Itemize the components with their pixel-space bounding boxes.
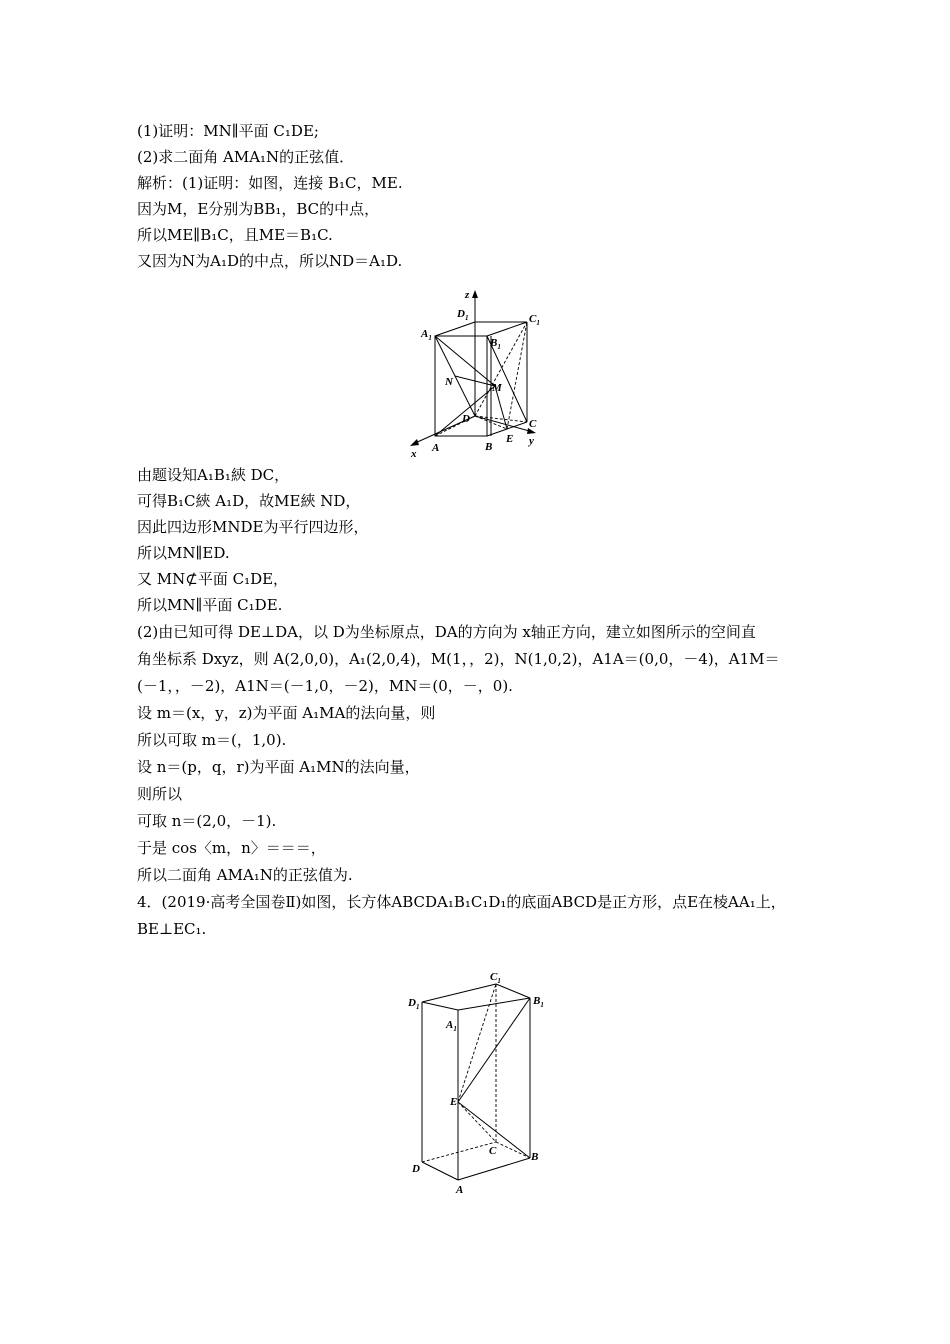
segment-e-c1 bbox=[458, 984, 496, 1102]
segment-a-m bbox=[435, 386, 495, 436]
text-line: 设 m＝(x，y，z)为平面 A₁MA的法向量，则 bbox=[137, 704, 436, 722]
label-y: y bbox=[529, 435, 534, 447]
label-c1: $C_1$ bbox=[490, 971, 501, 985]
text-line: (2)由已知可得 DE⊥DA，以 D为坐标原点，DA的方向为 x轴正方向，建立如图所示的空间直 bbox=[137, 623, 756, 641]
label-x: x bbox=[411, 448, 417, 460]
x-axis-arrow bbox=[410, 439, 419, 446]
segment-e-c bbox=[458, 1102, 496, 1142]
label-e: E bbox=[506, 433, 514, 445]
text-line: 所以可取 m＝(，1,0). bbox=[137, 731, 287, 749]
label-d1: $D_1$ bbox=[408, 997, 420, 1011]
text-line: 因此四边形MNDE为平行四边形， bbox=[137, 518, 369, 536]
label-a: A bbox=[432, 442, 440, 454]
text-line: 则所以 bbox=[137, 785, 183, 803]
label-a1: $A_1$ bbox=[446, 1019, 457, 1033]
text-line: 可取 n＝(2,0，－1). bbox=[137, 812, 277, 830]
text-line: 于是 cos〈m，n〉＝＝＝， bbox=[137, 839, 326, 857]
edge-d-c bbox=[422, 1142, 496, 1162]
edge-a1-d1 bbox=[435, 322, 475, 336]
edge-a-b bbox=[458, 1158, 530, 1180]
text-line: 又 MN⊄平面 C₁DE， bbox=[137, 570, 289, 588]
label-b: B bbox=[485, 441, 493, 453]
text-line: 解析：(1)证明：如图，连接 B₁C，ME. bbox=[137, 174, 403, 192]
geometry-figure-1 bbox=[405, 284, 555, 460]
label-c: C bbox=[489, 1145, 497, 1157]
label-b1: $B_1$ bbox=[490, 337, 501, 351]
label-b: B bbox=[531, 1151, 539, 1163]
edge-d-a bbox=[422, 1162, 458, 1180]
text-line: 可得B₁C綊 A₁D，故ME綊 ND， bbox=[137, 492, 361, 510]
text-line: (2)求二面角 AMA₁N的正弦值． bbox=[137, 148, 355, 166]
label-d: D bbox=[462, 413, 470, 425]
text-line: 又因为N为A₁D的中点，所以ND＝A₁D. bbox=[137, 252, 403, 270]
label-d1: $D_1$ bbox=[457, 308, 469, 322]
text-line: 设 n＝(p，q，r)为平面 A₁MN的法向量， bbox=[137, 758, 420, 776]
label-d: D bbox=[412, 1163, 420, 1175]
label-a1: $A_1$ bbox=[421, 328, 432, 342]
text-line: 所以MN∥ED. bbox=[137, 544, 230, 562]
edge-d1-a1 bbox=[422, 1002, 458, 1010]
label-b1: $B_1$ bbox=[533, 995, 544, 1009]
label-c: C bbox=[529, 418, 537, 430]
edge-d1-c1 bbox=[422, 984, 496, 1002]
segment-e-b1 bbox=[458, 998, 530, 1102]
text-line: 4．(2019·高考全国卷Ⅱ)如图，长方体ABCDA₁B₁C₁D₁的底面ABCD是正方形，点E在棱AA₁上， bbox=[137, 893, 786, 911]
label-a: A bbox=[456, 1184, 464, 1196]
edge-b1-c1 bbox=[487, 322, 527, 336]
text-line: 所以二面角 AMA₁N的正弦值为. bbox=[137, 866, 353, 884]
label-c1: $C_1$ bbox=[529, 313, 540, 327]
text-line: 因为M，E分别为BB₁，BC的中点， bbox=[137, 200, 380, 218]
segment-e-c1 bbox=[507, 322, 527, 429]
edge-d-c bbox=[475, 416, 527, 422]
text-line: 由题设知A₁B₁綊 DC， bbox=[137, 466, 290, 484]
label-m: M bbox=[492, 382, 502, 394]
edge-a1-b1 bbox=[458, 998, 530, 1010]
text-line: 所以MN∥平面 C₁DE. bbox=[137, 596, 283, 614]
label-z: z bbox=[465, 289, 470, 301]
edge-c1-b1 bbox=[496, 984, 530, 998]
geometry-figure-2 bbox=[400, 962, 560, 1202]
label-n: N bbox=[445, 376, 453, 388]
text-line: 所以ME∥B₁C，且ME＝B₁C. bbox=[137, 226, 333, 244]
text-line: (－1，，－2)，A1N＝(－1,0，－2)，MN＝(0，－，0). bbox=[137, 677, 513, 695]
text-line: 角坐标系 Dxyz，则 A(2,0,0)，A₁(2,0,4)，M(1，，2)，N(1,0,2)，A1A＝(0,0，－4)，A1M＝ bbox=[137, 650, 780, 668]
z-axis-arrow bbox=[472, 290, 478, 298]
text-line: (1)证明：MN∥平面 C₁DE; bbox=[137, 122, 319, 140]
label-e: E bbox=[450, 1096, 458, 1108]
text-line: BE⊥EC₁. bbox=[137, 920, 207, 938]
